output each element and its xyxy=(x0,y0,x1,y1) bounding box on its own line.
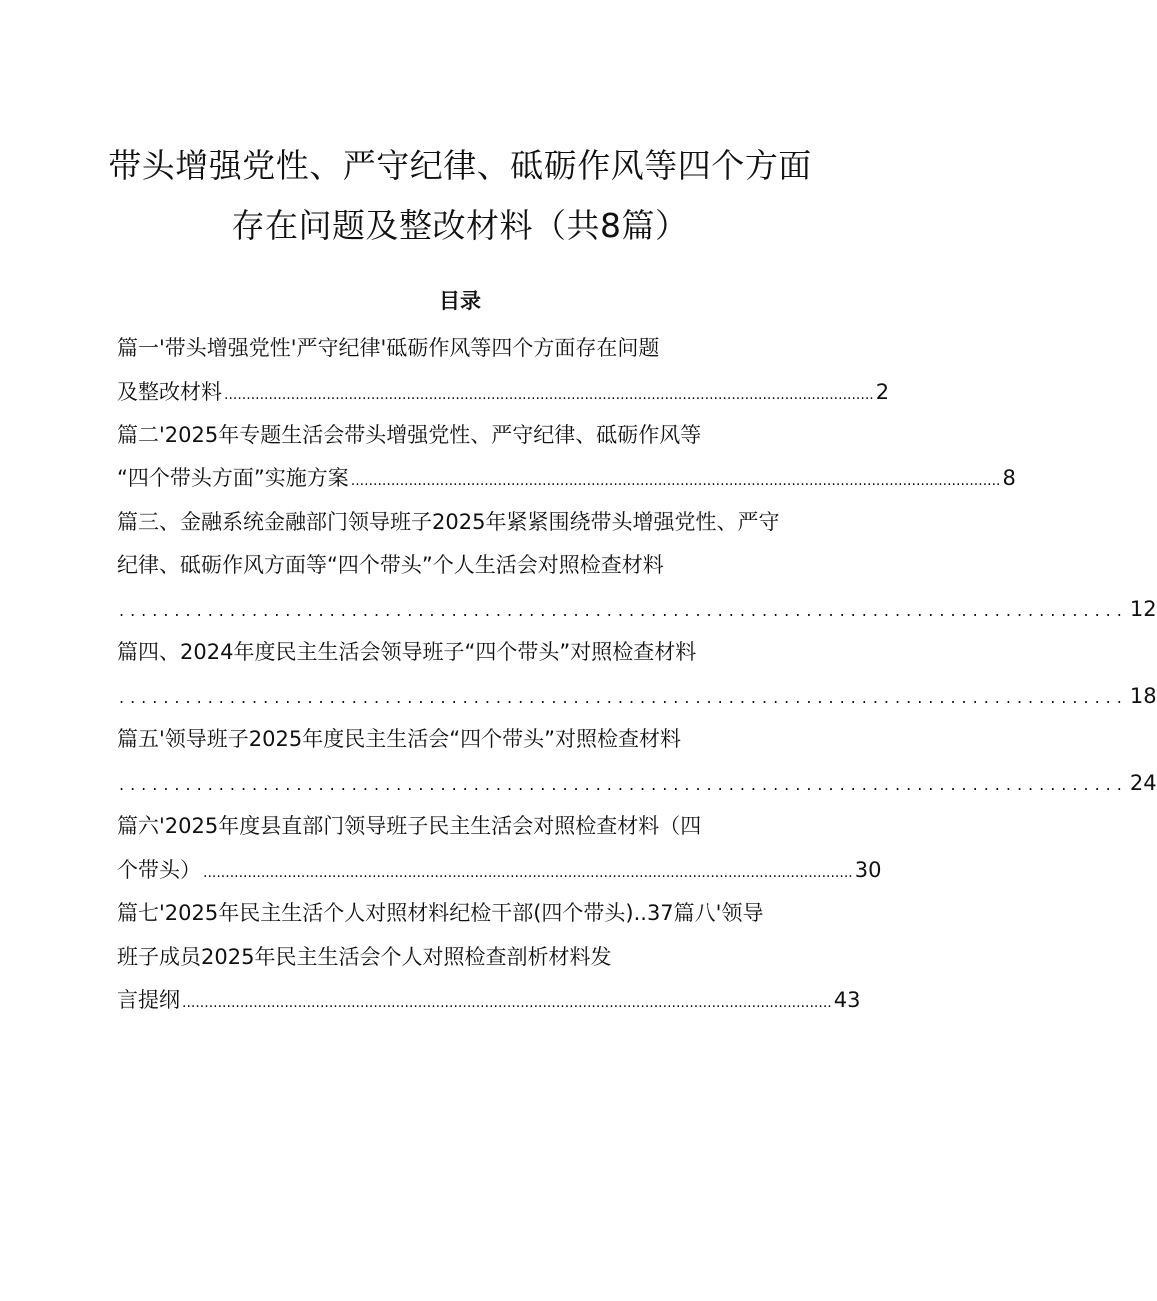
toc-entry-text: 言提纲 xyxy=(117,988,180,1012)
dot-leader: .................................................................................................................................................. xyxy=(182,995,832,1011)
dot-leader: .................................................................................................................................................. xyxy=(203,865,853,881)
toc-page-number: 24 xyxy=(1129,771,1157,795)
toc-entry-3-line-2[interactable]: 纪律、砥砺作风方面等“四个带头”个人生活会对照检查材料 xyxy=(117,553,664,577)
toc-entry-8-line-2[interactable] xyxy=(117,985,861,1015)
toc-page-number: 18 xyxy=(1129,684,1157,708)
toc-entry-3-line-3[interactable] xyxy=(117,594,1157,624)
toc-entry-text: “四个带头方面”实施方案 xyxy=(117,466,349,490)
dot-leader: ........................................................................................... xyxy=(119,775,1128,794)
toc-entry-7-line-1[interactable]: 篇七'2025年民主生活个人对照材料纪检干部(四个带头)..37篇八'领导 xyxy=(117,901,764,925)
document-title-line-2: 存在问题及整改材料（共8篇） xyxy=(231,206,689,245)
dot-leader: ........................................................................................... xyxy=(119,601,1128,620)
toc-entry-1-line-1[interactable]: 篇一'带头增强党性'严守纪律'砥砺作风等四个方面存在问题 xyxy=(117,336,660,360)
toc-entry-6-line-1[interactable]: 篇六'2025年度县直部门领导班子民主生活会对照检查材料（四 xyxy=(117,814,702,838)
toc-page-number: 12 xyxy=(1129,597,1157,621)
toc-heading: 目录 xyxy=(439,289,481,313)
toc-entry-4-line-2[interactable] xyxy=(117,681,1157,711)
document-title-line-1: 带头增强党性、严守纪律、砥砺作风等四个方面 xyxy=(108,146,812,185)
toc-entry-4-line-1[interactable]: 篇四、2024年度民主生活会领导班子“四个带头”对照检查材料 xyxy=(117,640,697,664)
toc-entry-1-line-2[interactable] xyxy=(117,377,890,407)
dot-leader: ........................................................................................... xyxy=(119,688,1128,707)
toc-entry-3-line-1[interactable]: 篇三、金融系统金融部门领导班子2025年紧紧围绕带头增强党性、严守 xyxy=(117,510,780,534)
toc-page-number: 2 xyxy=(875,380,890,404)
toc-page-number: 30 xyxy=(854,858,882,882)
dot-leader: .................................................................................................................................................. xyxy=(350,473,1001,489)
toc-entry-2-line-2[interactable] xyxy=(117,463,1016,493)
toc-entry-5-line-2[interactable] xyxy=(117,768,1157,798)
toc-entry-8-line-1[interactable]: 班子成员2025年民主生活会个人对照检查剖析材料发 xyxy=(117,945,612,969)
toc-entry-text: 个带头） xyxy=(117,858,201,882)
toc-entry-2-line-1[interactable]: 篇二'2025年专题生活会带头增强党性、严守纪律、砥砺作风等 xyxy=(117,423,702,447)
dot-leader: .................................................................................................................................................. xyxy=(224,387,874,403)
toc-page-number: 43 xyxy=(833,988,861,1012)
toc-entry-6-line-2[interactable] xyxy=(117,855,882,885)
toc-entry-text: 及整改材料 xyxy=(117,380,222,404)
toc-page-number: 8 xyxy=(1002,466,1016,490)
toc-entry-5-line-1[interactable]: 篇五'领导班子2025年度民主生活会“四个带头”对照检查材料 xyxy=(117,727,681,751)
